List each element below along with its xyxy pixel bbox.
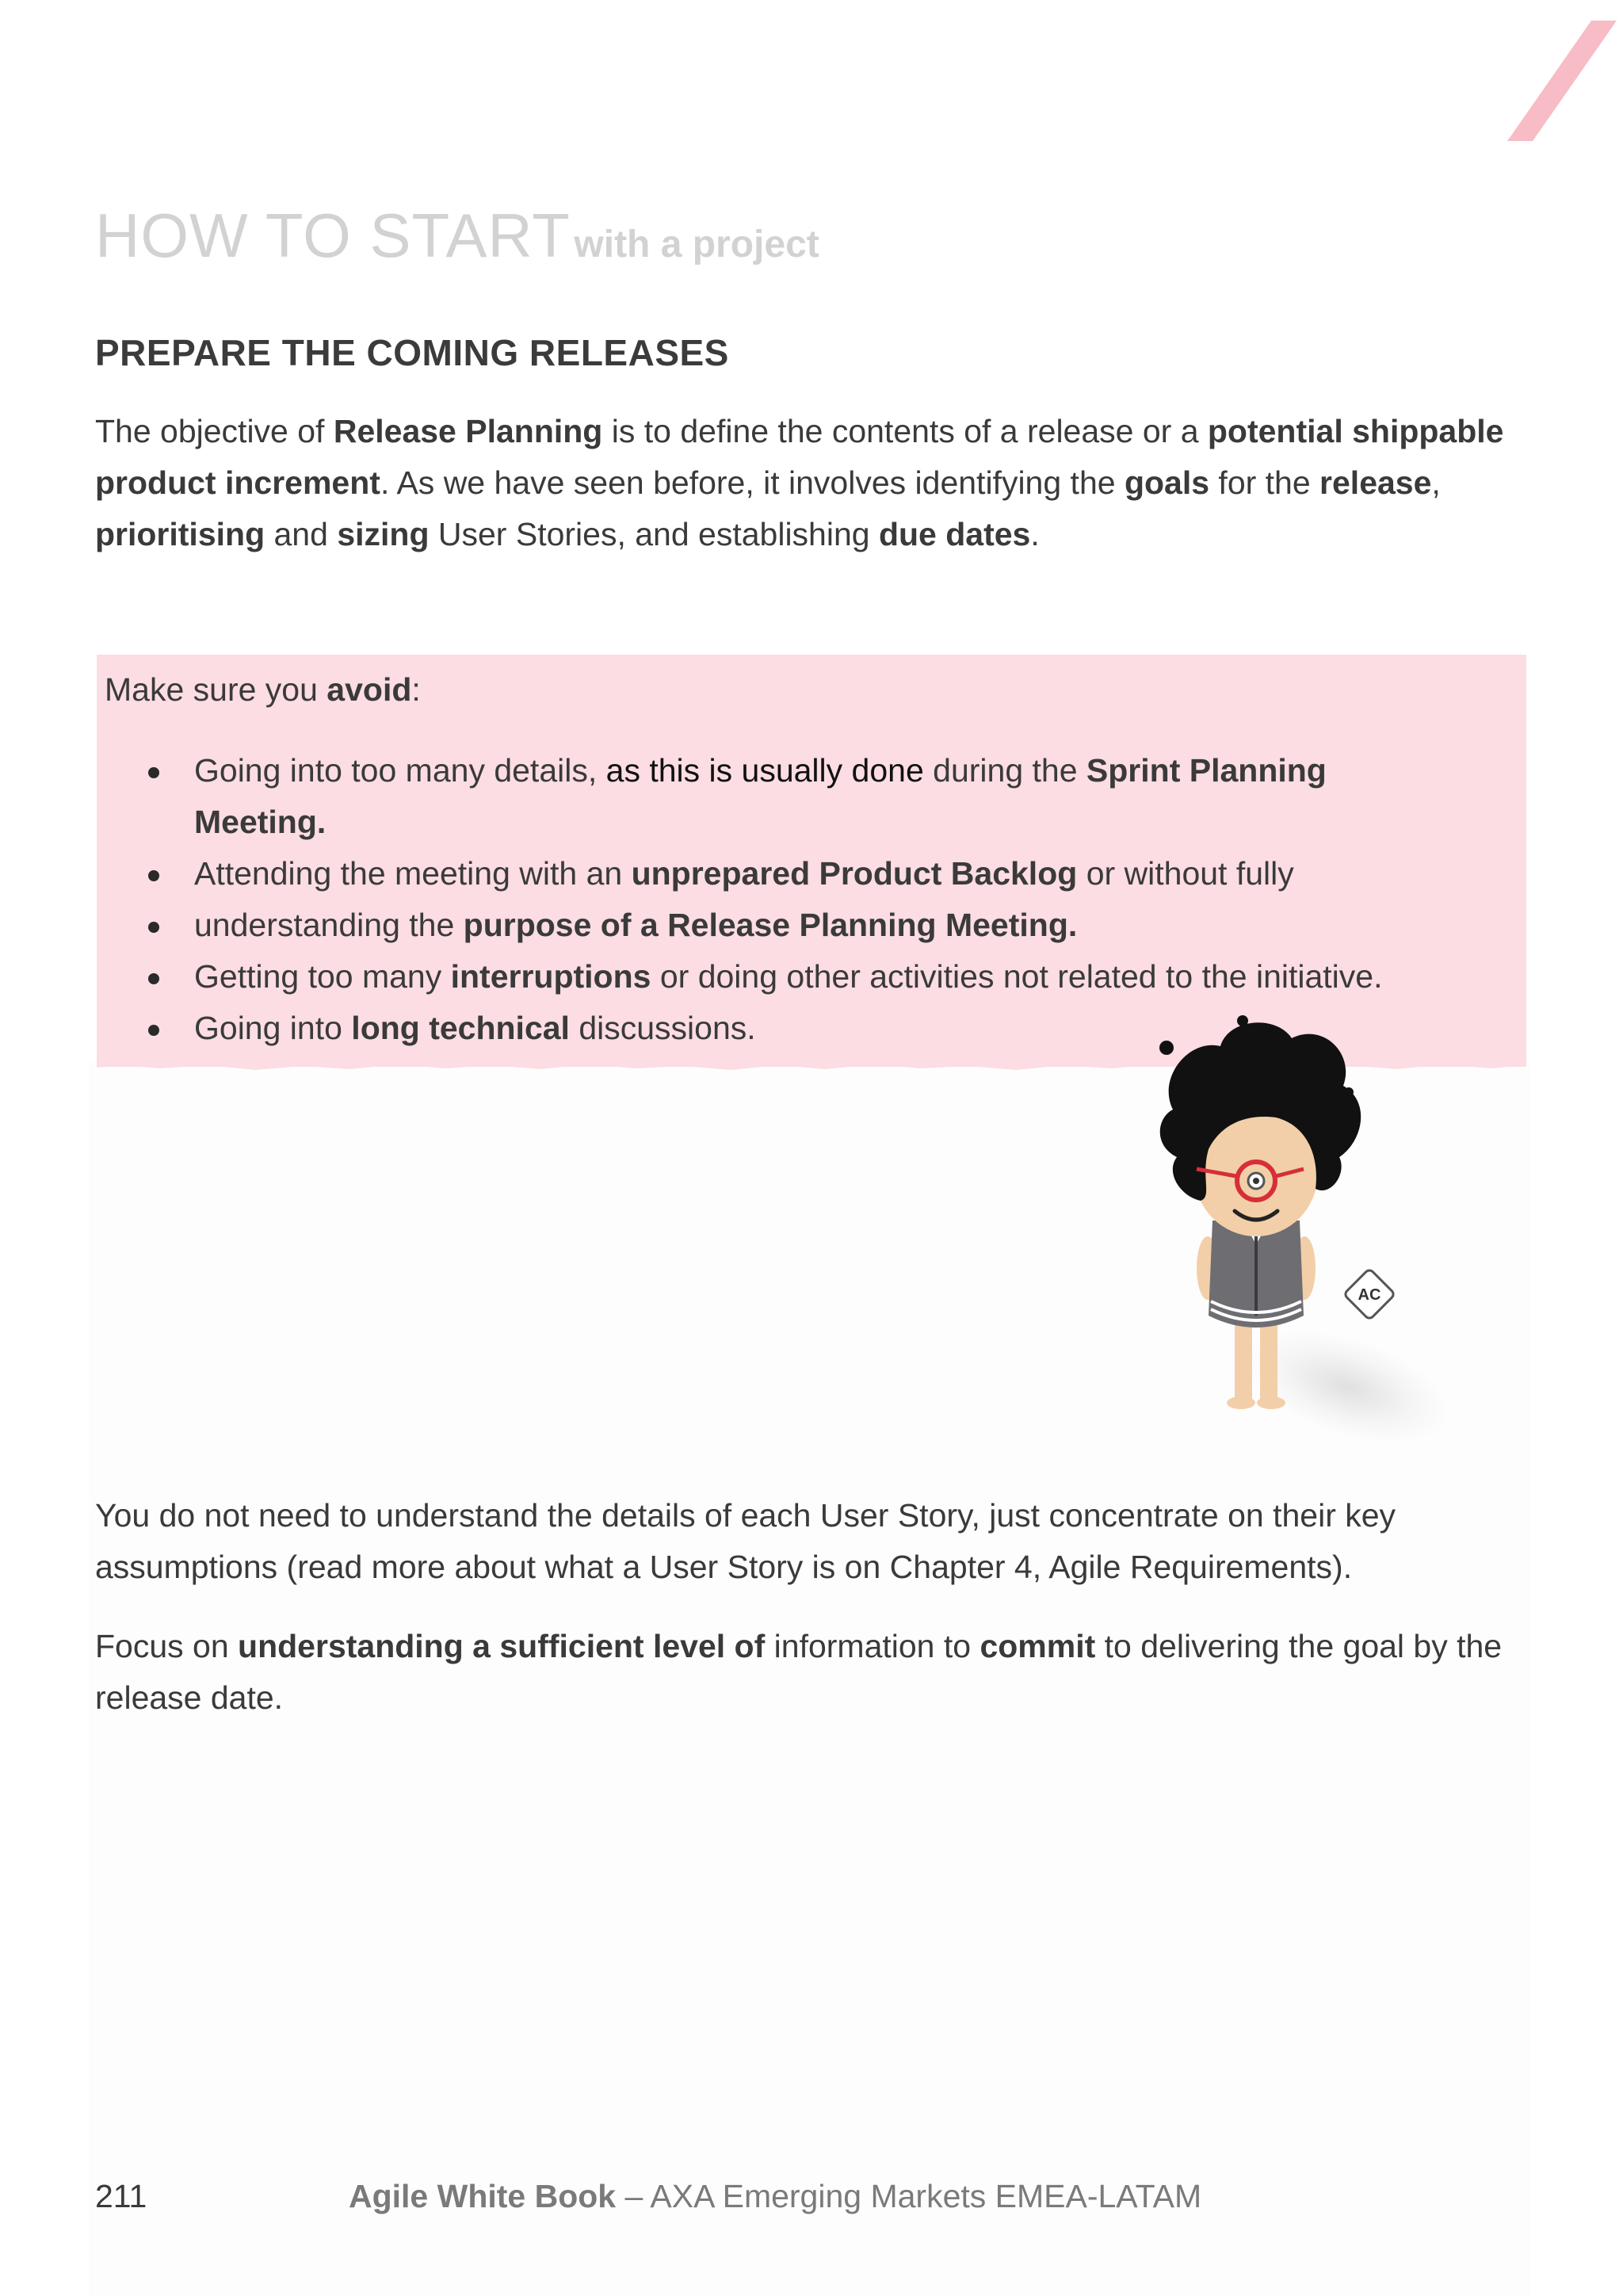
- chapter-header-main: HOW TO START: [95, 201, 571, 270]
- avoid-intro: Make sure you avoid:: [105, 671, 421, 708]
- avoid-list-item: Going into long technical discussions.: [194, 1003, 1430, 1054]
- mascot-character-illustration: [1141, 1007, 1442, 1450]
- corner-slash-decoration: [1498, 16, 1617, 151]
- bullet-icon: [148, 973, 159, 984]
- user-story-paragraph: You do not need to understand the details of each User Story, just concentrate on their key assumptions (read more about what a User Story is on Chapter 4, Agile Requirements).: [95, 1497, 1396, 1585]
- chapter-header-sub: with a project: [574, 223, 819, 266]
- bullet-icon: [148, 767, 159, 778]
- bullet-icon: [148, 1025, 159, 1036]
- avoid-list-item: Getting too many interruptions or doing other activities not related to the initiative.: [194, 951, 1430, 1003]
- section-title: PREPARE THE COMING RELEASES: [95, 332, 729, 373]
- page-number: 211: [95, 2178, 147, 2214]
- avoid-list-item: Going into too many details, as this is usually done during the Sprint Planning Meeting.: [194, 745, 1430, 848]
- mascot-badge-label: AC: [1358, 1286, 1381, 1304]
- chapter-header: [95, 200, 819, 272]
- avoid-list-item: Attending the meeting with an unprepared Product Backlog or without fully: [194, 848, 1430, 900]
- focus-paragraph: Focus on understanding a sufficient level of information to commit to delivering the goal by the release date.: [95, 1628, 1503, 1716]
- footer-book-title: Agile White Book – AXA Emerging Markets EMEA-LATAM: [349, 2178, 1202, 2214]
- bullet-icon: [148, 870, 159, 881]
- intro-paragraph: The objective of Release Planning is to define the contents of a release or a potential shippable product increment. As we have seen before, it involves identifying the goals for the release, prioritising and sizing User Stories, and establishing due dates.: [95, 413, 1504, 552]
- bullet-icon: [148, 922, 159, 933]
- avoid-list-item: understanding the purpose of a Release Planning Meeting.: [194, 900, 1430, 951]
